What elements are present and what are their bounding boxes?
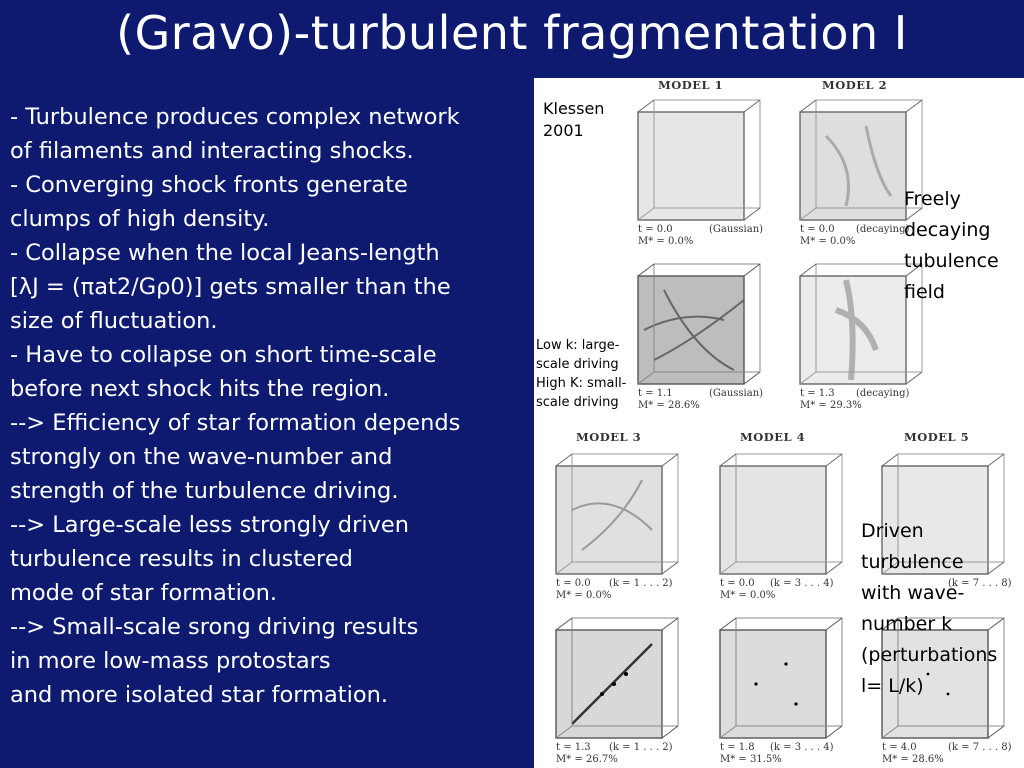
bullet-line: strength of the turbulence driving.	[10, 478, 399, 504]
cube-model3-t1	[552, 614, 682, 744]
caption-mass: M* = 28.6%	[638, 400, 700, 411]
caption-tag: (k = 3 . . . 4)	[770, 578, 834, 589]
caption-tag: (decaying)	[856, 224, 910, 235]
caption-model1-t0	[638, 224, 693, 248]
caption-time: t = 0.0	[638, 224, 673, 235]
slide-title: (Gravo)-turbulent fragmentation I	[116, 6, 908, 60]
caption-tag: (k = 3 . . . 4)	[770, 742, 834, 753]
caption-time: t = 1.3	[556, 742, 591, 753]
bullet-list	[10, 100, 530, 712]
caption-tag: (Gaussian)	[709, 224, 764, 235]
caption-mass: M* = 31.5%	[720, 754, 782, 765]
cube-model4-t0	[716, 450, 846, 580]
model-2-label: MODEL 2	[822, 78, 888, 92]
caption-time: t = 0.0	[556, 578, 591, 589]
cube-model3-t0	[552, 450, 682, 580]
caption-mass: M* = 0.0%	[556, 590, 612, 601]
caption-tag: (Gaussian)	[709, 388, 764, 399]
caption-mass: M* = 0.0%	[638, 236, 694, 247]
bullet-line: of filaments and interacting shocks.	[10, 138, 414, 164]
model-4-label: MODEL 4	[740, 430, 806, 444]
caption-tag: (decaying)	[856, 388, 910, 399]
bullet-line: - Converging shock fronts generate	[10, 172, 408, 198]
figure-source: Klessen 2001	[543, 99, 605, 140]
bullet-line: turbulence results in clustered	[10, 546, 353, 572]
caption-tag: (k = 7 . . . 8)	[948, 742, 1012, 753]
caption-tag: (k = 1 . . . 2)	[609, 742, 673, 753]
caption-time: t = 0.0	[720, 578, 755, 589]
caption-time: t = 1.3	[800, 388, 835, 399]
cube-model4-t1	[716, 614, 846, 744]
caption-tag: (k = 1 . . . 2)	[609, 578, 673, 589]
caption-time: t = 4.0	[882, 742, 917, 753]
simulation-figure	[534, 78, 1024, 768]
caption-mass: M* = 28.6%	[882, 754, 944, 765]
bullet-line: - Collapse when the local Jeans-length	[10, 240, 440, 266]
caption-mass: M* = 29.3%	[800, 400, 862, 411]
annotation-driving-scale: Low k: large- scale driving High K: small- scale driving	[536, 338, 627, 410]
caption-model1-t1	[638, 388, 700, 412]
caption-time: t = 0.0	[800, 224, 835, 235]
bullet-line: --> Efficiency of star formation depends	[10, 410, 461, 436]
bullet-line: size of fluctuation.	[10, 308, 218, 334]
caption-time: t = 1.1	[638, 388, 673, 399]
caption-time: t = 1.8	[720, 742, 755, 753]
annotation-driven: Driven turbulence with wave- number k (perturbations l= L/k)	[861, 520, 998, 697]
bullet-line: clumps of high density.	[10, 206, 270, 232]
bullet-line: and more isolated star formation.	[10, 682, 389, 708]
bullet-line: mode of star formation.	[10, 580, 278, 606]
bullet-line: [λJ = (πat2/Gρ0)] gets smaller than the	[10, 274, 451, 300]
annotation-decaying: Freely decaying tubulence field	[904, 188, 999, 303]
caption-mass: M* = 26.7%	[556, 754, 618, 765]
model-3-label: MODEL 3	[576, 430, 642, 444]
bullet-line: - Have to collapse on short time-scale	[10, 342, 437, 368]
caption-model3-t0	[556, 578, 611, 602]
caption-model5-t1	[882, 742, 944, 766]
cube-model1-t0	[634, 96, 764, 226]
caption-mass: M* = 0.0%	[720, 590, 776, 601]
model-5-label: MODEL 5	[904, 430, 970, 444]
bullet-line: in more low-mass protostars	[10, 648, 331, 674]
caption-mass: M* = 0.0%	[800, 236, 856, 247]
cube-model1-t1	[634, 260, 764, 390]
caption-tag: (k = 7 . . . 8)	[948, 578, 1012, 589]
caption-model4-t0	[720, 578, 775, 602]
bullet-line: strongly on the wave-number and	[10, 444, 393, 470]
caption-model2-t0	[800, 224, 855, 248]
model-1-label: MODEL 1	[658, 78, 724, 92]
caption-model2-t1	[800, 388, 862, 412]
bullet-line: - Turbulence produces complex network	[10, 104, 460, 130]
bullet-line: before next shock hits the region.	[10, 376, 390, 402]
bullet-line: --> Small-scale srong driving results	[10, 614, 419, 640]
bullet-line: --> Large-scale less strongly driven	[10, 512, 410, 538]
